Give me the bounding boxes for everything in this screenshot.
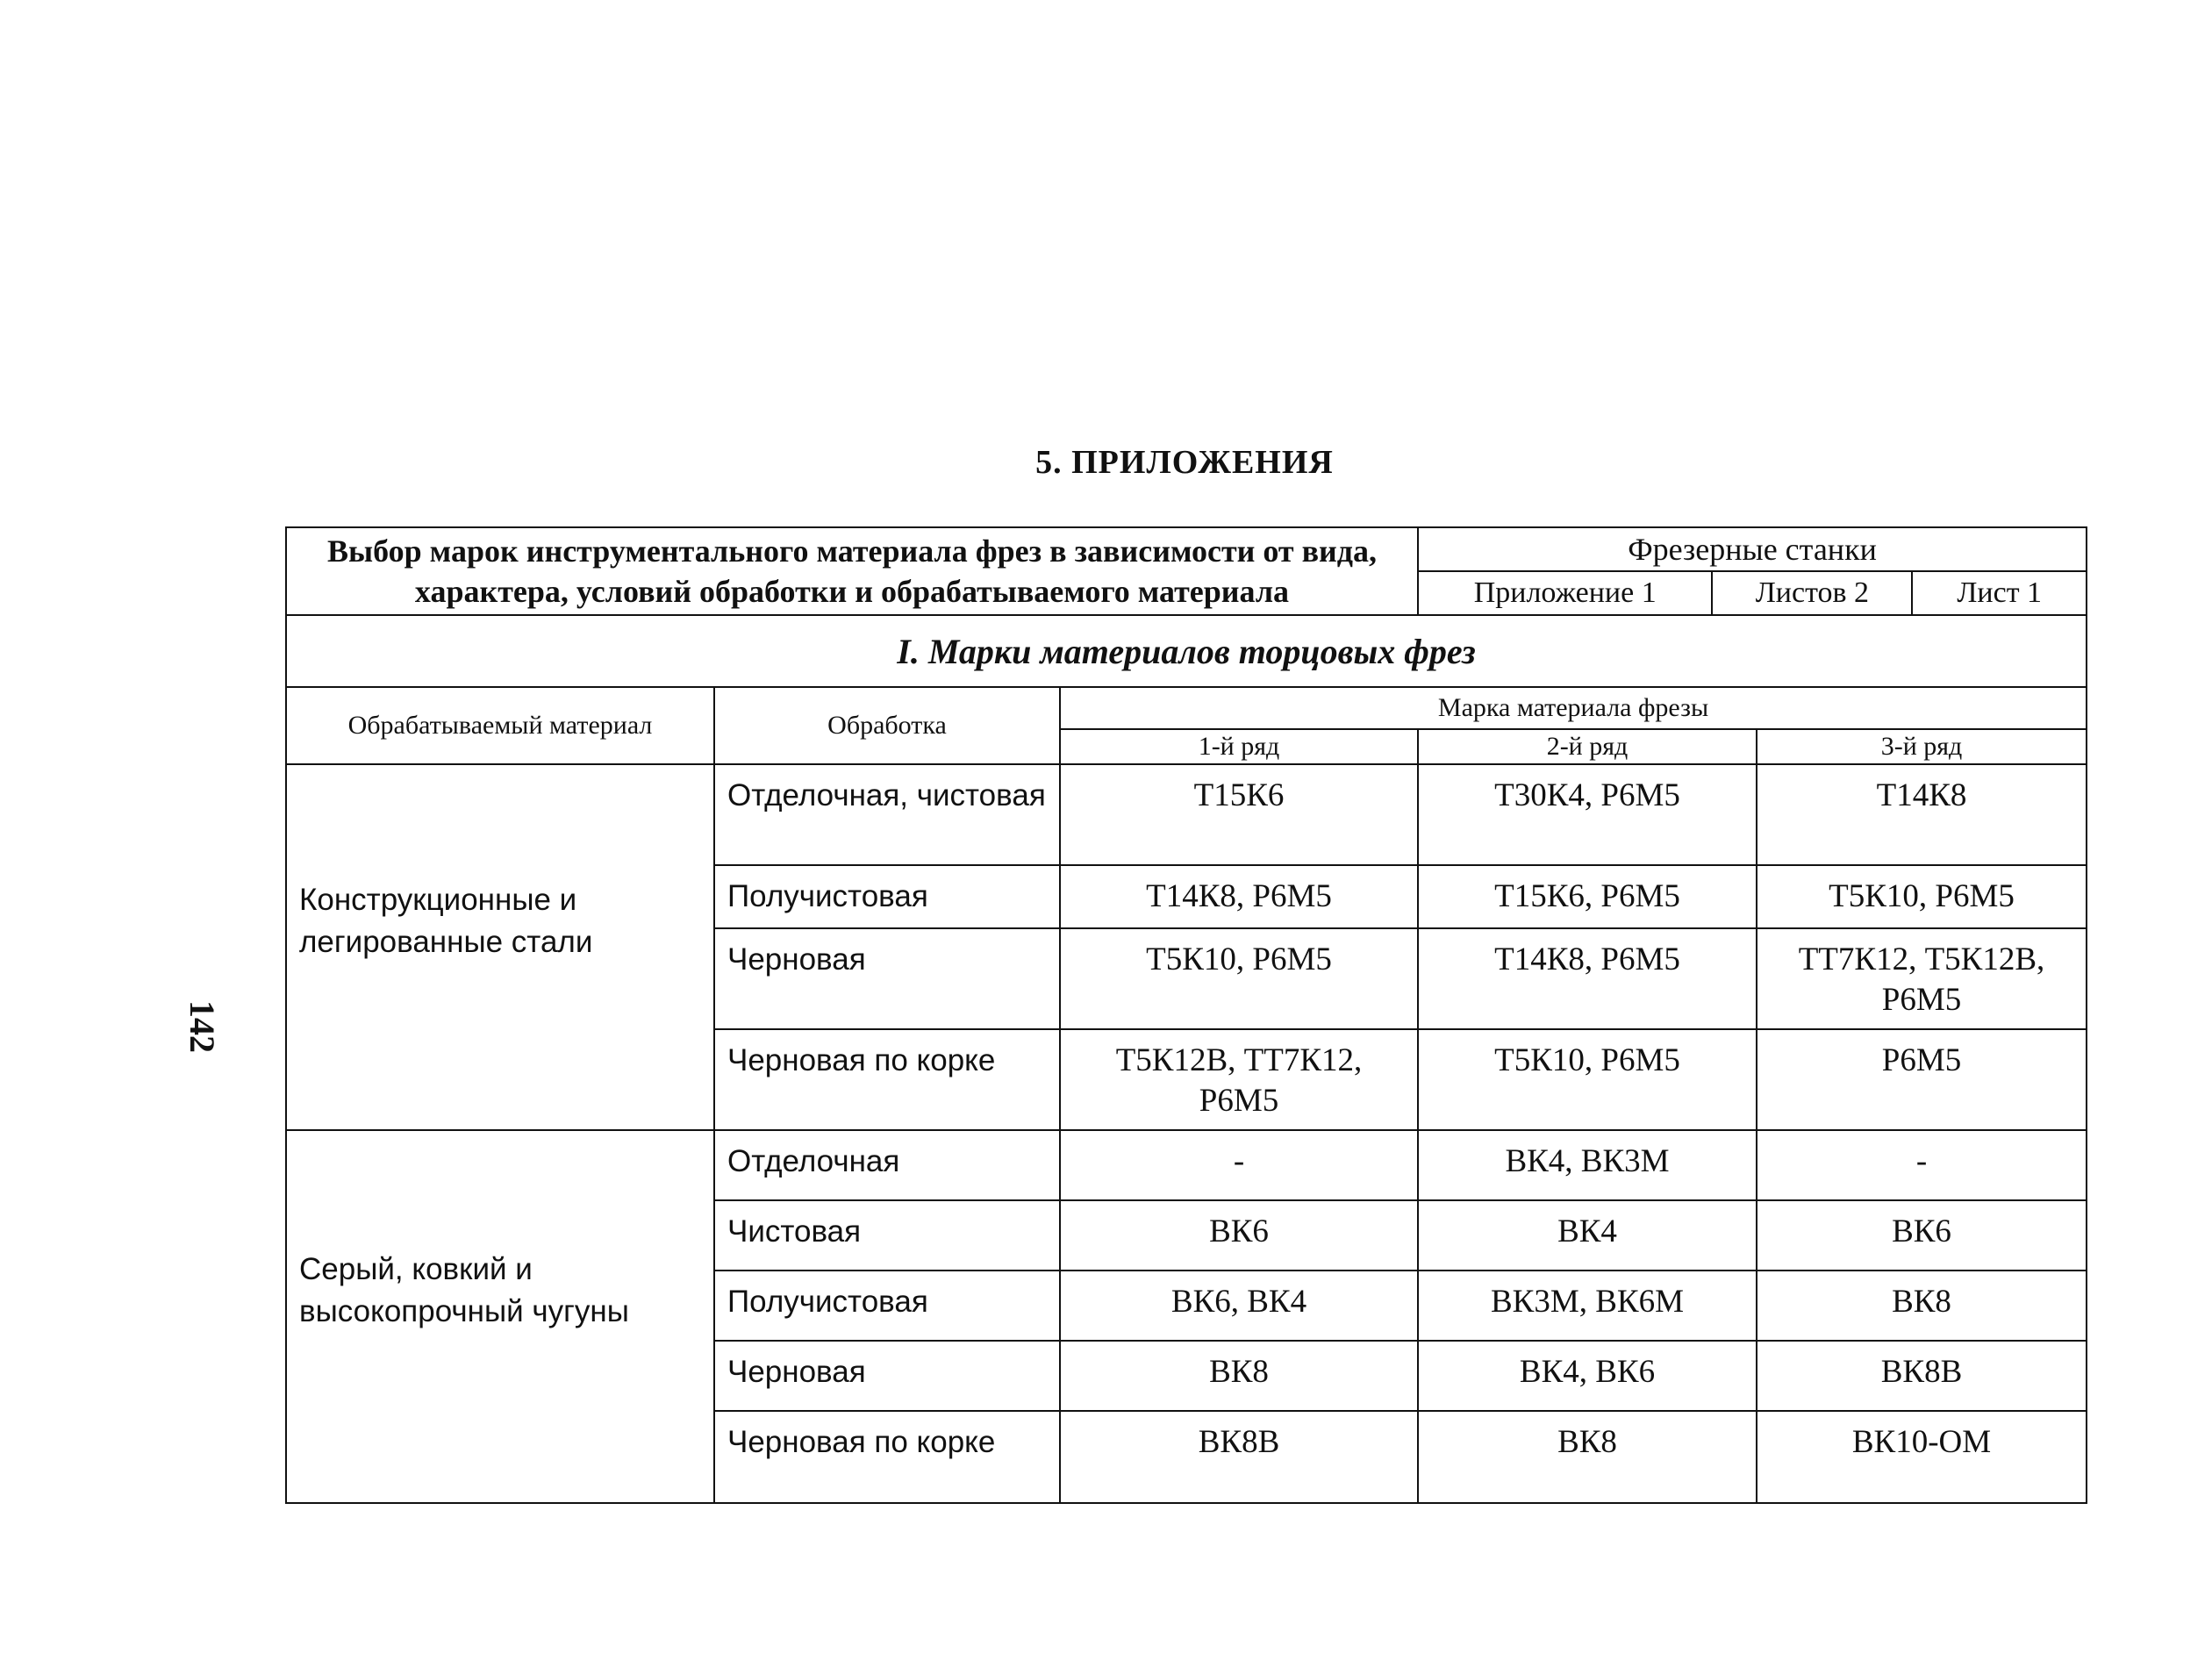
grade-cell: ВК10-ОМ [1757,1411,2087,1503]
header-row [286,527,2087,571]
grade-cell: ВК4, ВК6 [1418,1341,1757,1411]
page-number: 142 [183,1000,222,1053]
processing-cell: Отделочная [714,1130,1060,1200]
appendix-label: Приложение 1 [1419,572,1712,614]
col-grade: Марка материала фрезы [1060,687,2087,729]
processing-cell: Черновая [714,1341,1060,1411]
grade-cell: Т5К10, Р6М5 [1757,865,2087,928]
section-title: 5. ПРИЛОЖЕНИЯ [1035,444,1334,481]
grade-cell: ВК8В [1757,1341,2087,1411]
grade-cell: Т5К10, Р6М5 [1060,928,1418,1029]
grade-cell: Т14К8 [1757,764,2087,865]
processing-cell: Чистовая [714,1200,1060,1271]
grade-cell: ВК8 [1757,1271,2087,1341]
col-row-2: 2-й ряд [1418,729,1757,764]
table-title: Выбор марок инструментального материала фрез в зависимости от вида, характера, условий обработки и обрабатываемого материала [286,527,1418,615]
col-material: Обрабатываемый материал [286,687,714,764]
material-cell: Конструкционные и легированные стали [286,764,714,1130]
grade-cell: Т30К4, Р6М5 [1418,764,1757,865]
grade-cell: ТТ7К12, Т5К12В, Р6М5 [1757,928,2087,1029]
grade-cell: ВК8 [1418,1411,1757,1503]
col-processing: Обработка [714,687,1060,764]
grade-cell: Т5К10, Р6М5 [1418,1029,1757,1130]
col-row-3: 3-й ряд [1757,729,2087,764]
machines-label: Фрезерные станки [1418,527,2087,571]
grade-cell: ВК4, ВК3М [1418,1130,1757,1200]
grade-cell: - [1060,1130,1418,1200]
grade-cell: ВК6, ВК4 [1060,1271,1418,1341]
column-header-row [286,687,2087,729]
grade-cell: ВК6 [1757,1200,2087,1271]
processing-cell: Отделочная, чистовая [714,764,1060,865]
material-selection-table [285,526,2087,1504]
processing-cell: Получистовая [714,865,1060,928]
processing-cell: Черновая по корке [714,1029,1060,1130]
grade-cell: Р6М5 [1757,1029,2087,1130]
processing-cell: Получистовая [714,1271,1060,1341]
grade-cell: ВК8В [1060,1411,1418,1503]
grade-cell: Т15К6 [1060,764,1418,865]
grade-cell: Т14К8, Р6М5 [1060,865,1418,928]
grade-cell: Т15К6, Р6М5 [1418,865,1757,928]
grade-cell: ВК8 [1060,1341,1418,1411]
section-row [286,615,2087,687]
grade-cell: Т5К12В, ТТ7К12, Р6М5 [1060,1029,1418,1130]
table-row [286,1130,2087,1200]
sheet-label: Лист 1 [1957,576,2043,609]
material-cell: Серый, ковкий и высокопрочный чугуны [286,1130,714,1503]
sheets-total-label: Листов 2 [1712,572,1912,614]
processing-cell: Черновая по корке [714,1411,1060,1503]
processing-cell: Черновая [714,928,1060,1029]
grade-cell: - [1757,1130,2087,1200]
grade-cell: Т14К8, Р6М5 [1418,928,1757,1029]
col-row-1: 1-й ряд [1060,729,1418,764]
table-section-title: I. Марки материалов торцовых фрез [286,615,2087,687]
grade-cell: ВК4 [1418,1200,1757,1271]
table-row [286,764,2087,865]
grade-cell: ВК3М, ВК6М [1418,1271,1757,1341]
sheet-info [1419,572,2086,614]
grade-cell: ВК6 [1060,1200,1418,1271]
